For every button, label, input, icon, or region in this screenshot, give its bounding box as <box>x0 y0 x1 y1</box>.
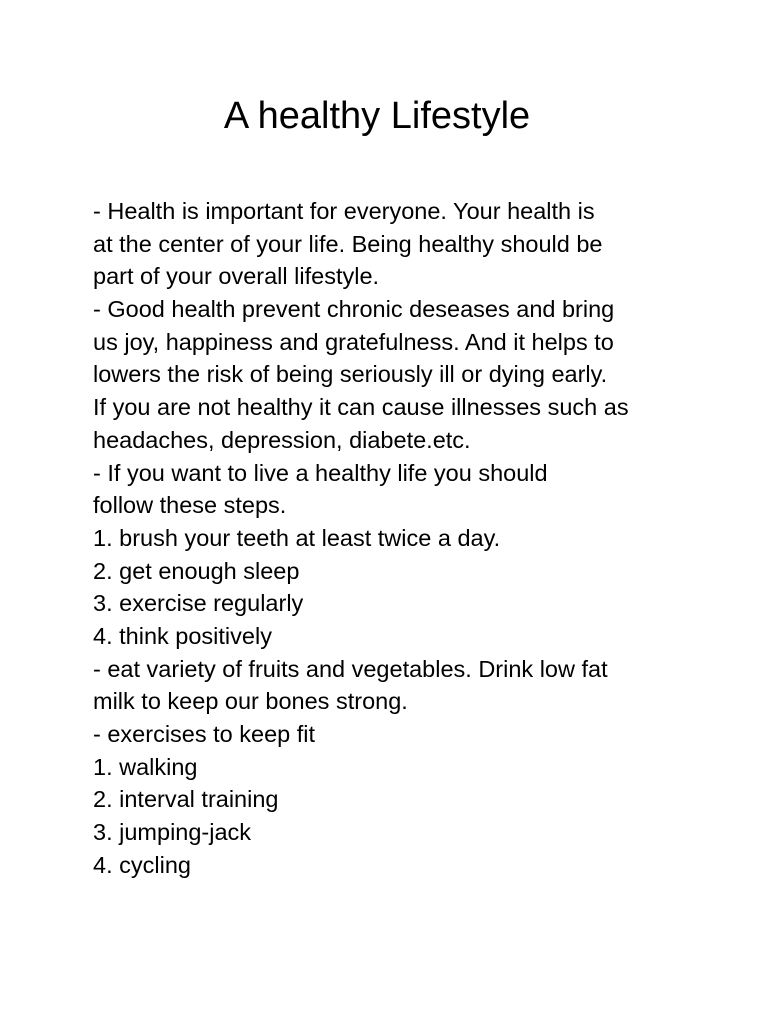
body-line: part of your overall lifestyle. <box>93 263 380 290</box>
body-line: - exercises to keep fit <box>93 721 316 747</box>
list-item-step-2: 2. get enough sleep <box>93 557 300 584</box>
list-item-step-1: 1. brush your teeth at least twice a day. <box>93 524 501 551</box>
body-line: us joy, happiness and gratefulness. And it helps to <box>93 328 614 355</box>
document-title: A healthy Lifestyle <box>223 95 531 137</box>
body-line: - If you want to live a healthy life you should <box>93 459 548 486</box>
list-item-exercise-2: 2. interval training <box>93 786 279 813</box>
body-line: follow these steps. <box>93 492 287 519</box>
body-line: milk to keep our bones strong. <box>93 688 408 715</box>
body-line: headaches, depression, diabete.etc. <box>93 426 471 453</box>
list-item-exercise-4: 4. cycling <box>93 851 191 878</box>
body-line: If you are not healthy it can cause illnesses such as <box>93 394 629 421</box>
body-line: - Good health prevent chronic deseases and bring <box>93 296 615 323</box>
list-item-exercise-3: 3. jumping-jack <box>93 819 252 846</box>
body-line: at the center of your life. Being healthy should be <box>93 230 603 257</box>
body-line: - eat variety of fruits and vegetables. Drink low fat <box>93 655 608 682</box>
list-item-step-4: 4. think positively <box>93 622 272 649</box>
list-item-exercise-1: 1. walking <box>93 753 198 780</box>
list-item-step-3: 3. exercise regularly <box>93 590 304 617</box>
body-line: - Health is important for everyone. Your health is <box>93 198 595 224</box>
body-line: lowers the risk of being seriously ill or dying early. <box>93 361 608 388</box>
document-body <box>93 195 733 881</box>
